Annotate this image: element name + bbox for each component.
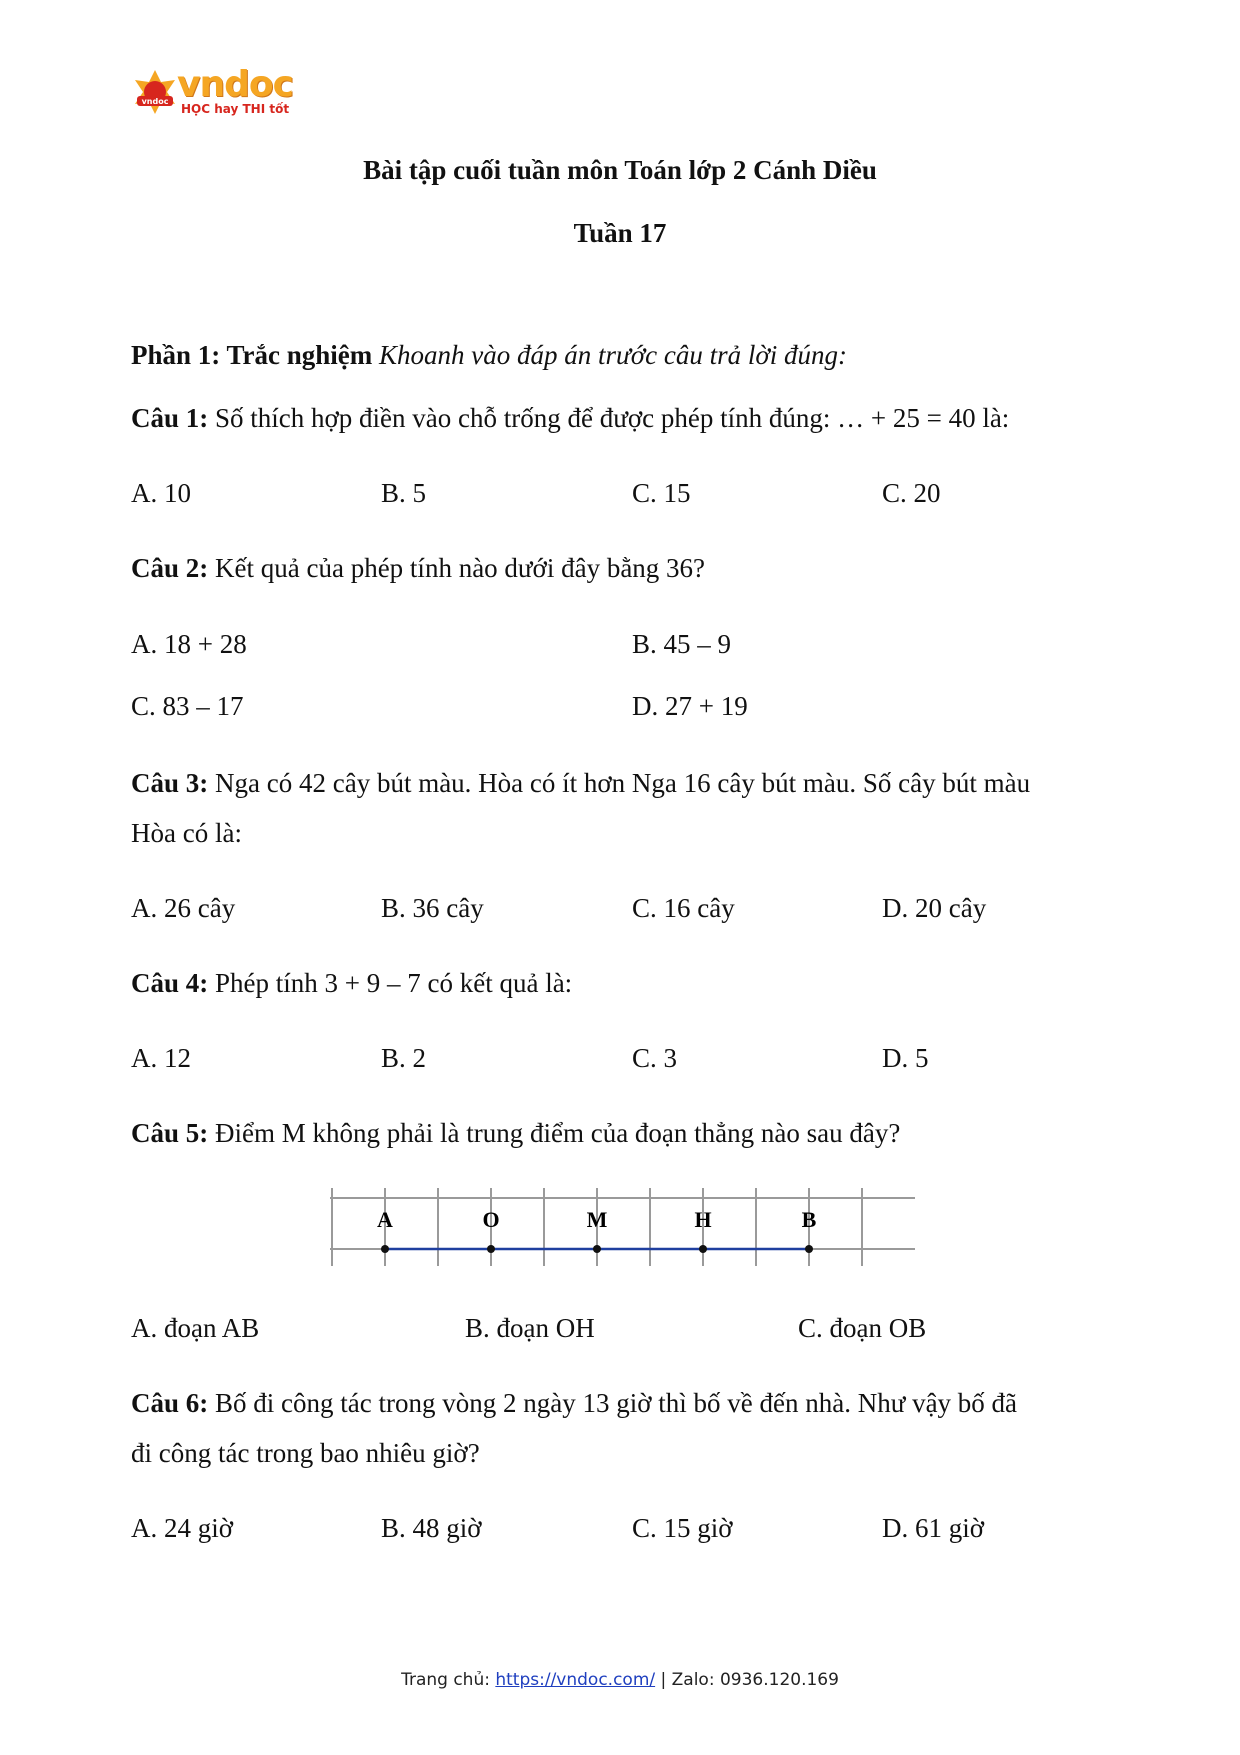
q4-option-c[interactable]: C. 3 [632, 1043, 678, 1073]
point-m [593, 1245, 601, 1253]
point-o [487, 1245, 495, 1253]
logo-badge-text: vndoc [141, 97, 169, 106]
footer-contact: | Zalo: 0936.120.169 [655, 1670, 839, 1690]
question-text: Bố đi công tác trong vòng 2 ngày 13 giờ thì bố về đến nhà. Như vậy bố đã [215, 1388, 1018, 1418]
point-label-b: B [801, 1207, 817, 1232]
question-label: Câu 6: [131, 1388, 209, 1418]
question-2 [131, 553, 705, 584]
question-label: Câu 2: [131, 553, 209, 583]
question-label: Câu 4: [131, 968, 209, 998]
footer-homepage-link[interactable]: https://vndoc.com/ [495, 1670, 656, 1690]
logo-tagline: HỌC hay THI tốt [181, 102, 290, 116]
q6-option-a[interactable]: A. 24 giờ [131, 1513, 234, 1543]
segment-figure [330, 1188, 915, 1266]
part1-label: Phần 1: Trắc nghiệm [131, 340, 373, 370]
q3-option-c[interactable]: C. 16 cây [632, 893, 735, 923]
q5-option-c[interactable]: C. đoạn OB [798, 1313, 927, 1343]
q3-option-d[interactable]: D. 20 cây [882, 893, 987, 923]
q1-option-c[interactable]: C. 15 [632, 478, 691, 508]
q5-option-a[interactable]: A. đoạn AB [131, 1313, 260, 1343]
q2-option-a[interactable]: A. 18 + 28 [131, 629, 247, 659]
question-3-continued: Hòa có là: [131, 818, 242, 848]
question-4 [131, 968, 572, 999]
q2-option-c[interactable]: C. 83 – 17 [131, 691, 244, 721]
footer-prefix: Trang chủ: [401, 1670, 496, 1690]
q1-option-b[interactable]: B. 5 [381, 478, 427, 508]
question-text: Điểm M không phải là trung điểm của đoạn thẳng nào sau đây? [215, 1118, 901, 1148]
q4-option-d[interactable]: D. 5 [882, 1043, 929, 1073]
question-6-continued: đi công tác trong bao nhiêu giờ? [131, 1438, 480, 1468]
q6-option-c[interactable]: C. 15 giờ [632, 1513, 733, 1543]
question-text: Kết quả của phép tính nào dưới đây bằng 36? [215, 553, 706, 583]
q3-option-b[interactable]: B. 36 cây [381, 893, 484, 923]
point-label-o: O [482, 1207, 500, 1232]
point-label-m: M [586, 1207, 608, 1232]
q6-option-d[interactable]: D. 61 giờ [882, 1513, 985, 1543]
question-text: Phép tính 3 + 9 – 7 có kết quả là: [215, 968, 573, 998]
document-title: Bài tập cuối tuần môn Toán lớp 2 Cánh Diều [363, 155, 877, 185]
part1-instruction: Khoanh vào đáp án trước câu trả lời đúng: [379, 340, 848, 370]
q1-option-d[interactable]: C. 20 [882, 478, 941, 508]
logo-brand: vndoc [177, 64, 293, 105]
question-text: Nga có 42 cây bút màu. Hòa có ít hơn Nga 16 cây bút màu. Số cây bút màu [215, 768, 1031, 798]
question-6 [131, 1388, 1017, 1419]
q2-option-b[interactable]: B. 45 – 9 [632, 629, 732, 659]
question-label: Câu 3: [131, 768, 209, 798]
q4-option-b[interactable]: B. 2 [381, 1043, 427, 1073]
point-b [805, 1245, 813, 1253]
question-3 [131, 768, 1030, 799]
vndoc-logo[interactable] [131, 64, 293, 120]
question-label: Câu 5: [131, 1118, 209, 1148]
page-footer [0, 1670, 1240, 1690]
question-label: Câu 1: [131, 403, 209, 433]
grid-segment-diagram [330, 1188, 915, 1266]
question-5 [131, 1118, 900, 1149]
q1-option-a[interactable]: A. 10 [131, 478, 191, 508]
q4-option-a[interactable]: A. 12 [131, 1043, 191, 1073]
q6-option-b[interactable]: B. 48 giờ [381, 1513, 482, 1543]
document-subtitle: Tuần 17 [573, 218, 667, 248]
logo-emblem-icon [131, 68, 179, 116]
point-a [381, 1245, 389, 1253]
point-label-h: H [694, 1207, 712, 1232]
q5-option-b[interactable]: B. đoạn OH [465, 1313, 595, 1343]
question-text: Số thích hợp điền vào chỗ trống để được phép tính đúng: … + 25 = 40 là: [215, 403, 1010, 433]
q3-option-a[interactable]: A. 26 cây [131, 893, 236, 923]
part1-heading [131, 340, 847, 371]
question-1 [131, 403, 1009, 434]
q2-option-d[interactable]: D. 27 + 19 [632, 691, 748, 721]
point-h [699, 1245, 707, 1253]
point-label-a: A [377, 1207, 393, 1232]
